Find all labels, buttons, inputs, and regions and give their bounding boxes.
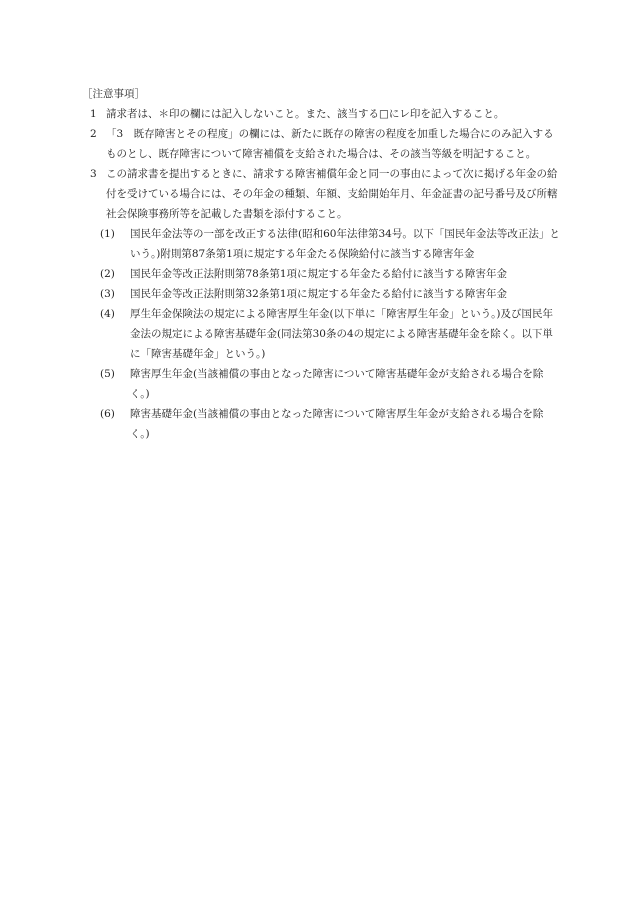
- subitem-number: (4): [100, 308, 115, 320]
- subitem-number: (2): [100, 268, 115, 280]
- note-text: この請求書を提出するときに、請求する障害補償年金と同一の事由によって次に掲げる年金の給付を受けている場合には、その年金の種類、年額、支給開始年月、年金証書の記号番号及び所轄社会保険事務所等を記載した書類を添付すること。: [106, 168, 558, 220]
- subitem-text: 厚生年金保険法の規定による障害厚生年金(以下単に「障害厚生年金」という。)及び国民年金法の規定による障害基礎年金(同法第30条の4の規定による障害基礎年金を除く。以下単に「障害基礎年金」という。): [130, 308, 553, 360]
- subitem-number: (3): [100, 288, 115, 300]
- note-text: 「3 既存障害とその程度」の欄には、新たに既存の障害の程度を加重した場合にのみ記入するものとし、既存障害について障害補償を支給された場合は、その該当等級を明記すること。: [106, 128, 554, 160]
- note-item-1: [82, 104, 562, 124]
- pension-subitem-1: [82, 224, 562, 264]
- subitem-number: (6): [100, 408, 115, 420]
- note-item-2: [82, 124, 562, 164]
- pension-subitem-4: [82, 304, 562, 364]
- subitem-text: 障害基礎年金(当該補償の事由となった障害について障害厚生年金が支給される場合を除く。): [130, 408, 544, 440]
- note-number: 1: [90, 108, 97, 120]
- subitem-text: 国民年金等改正法附則第32条第1項に規定する年金たる給付に該当する障害年金: [130, 288, 508, 300]
- note-number: 3: [90, 168, 97, 180]
- subitem-number: (1): [100, 228, 115, 240]
- pension-subitem-6: [82, 404, 562, 444]
- subitem-text: 国民年金法等の一部を改正する法律(昭和60年法律第34号。以下「国民年金法等改正法」という。)附則第87条第1項に規定する年金たる保険給付に該当する障害年金: [130, 228, 560, 260]
- pension-subitem-2: [82, 264, 562, 284]
- notes-section: [82, 84, 562, 444]
- subitem-text: 国民年金等改正法附則第78条第1項に規定する年金たる給付に該当する障害年金: [130, 268, 508, 280]
- subitem-number: (5): [100, 368, 115, 380]
- notes-heading: ［注意事項］: [82, 88, 145, 100]
- subitem-text: 障害厚生年金(当該補償の事由となった障害について障害基礎年金が支給される場合を除く。): [130, 368, 544, 400]
- pension-subitem-3: [82, 284, 562, 304]
- note-text: 請求者は、＊印の欄には記入しないこと。また、該当する□にレ印を記入すること。: [106, 108, 505, 120]
- note-item-3: [82, 164, 562, 224]
- note-number: 2: [90, 128, 97, 140]
- pension-subitem-5: [82, 364, 562, 404]
